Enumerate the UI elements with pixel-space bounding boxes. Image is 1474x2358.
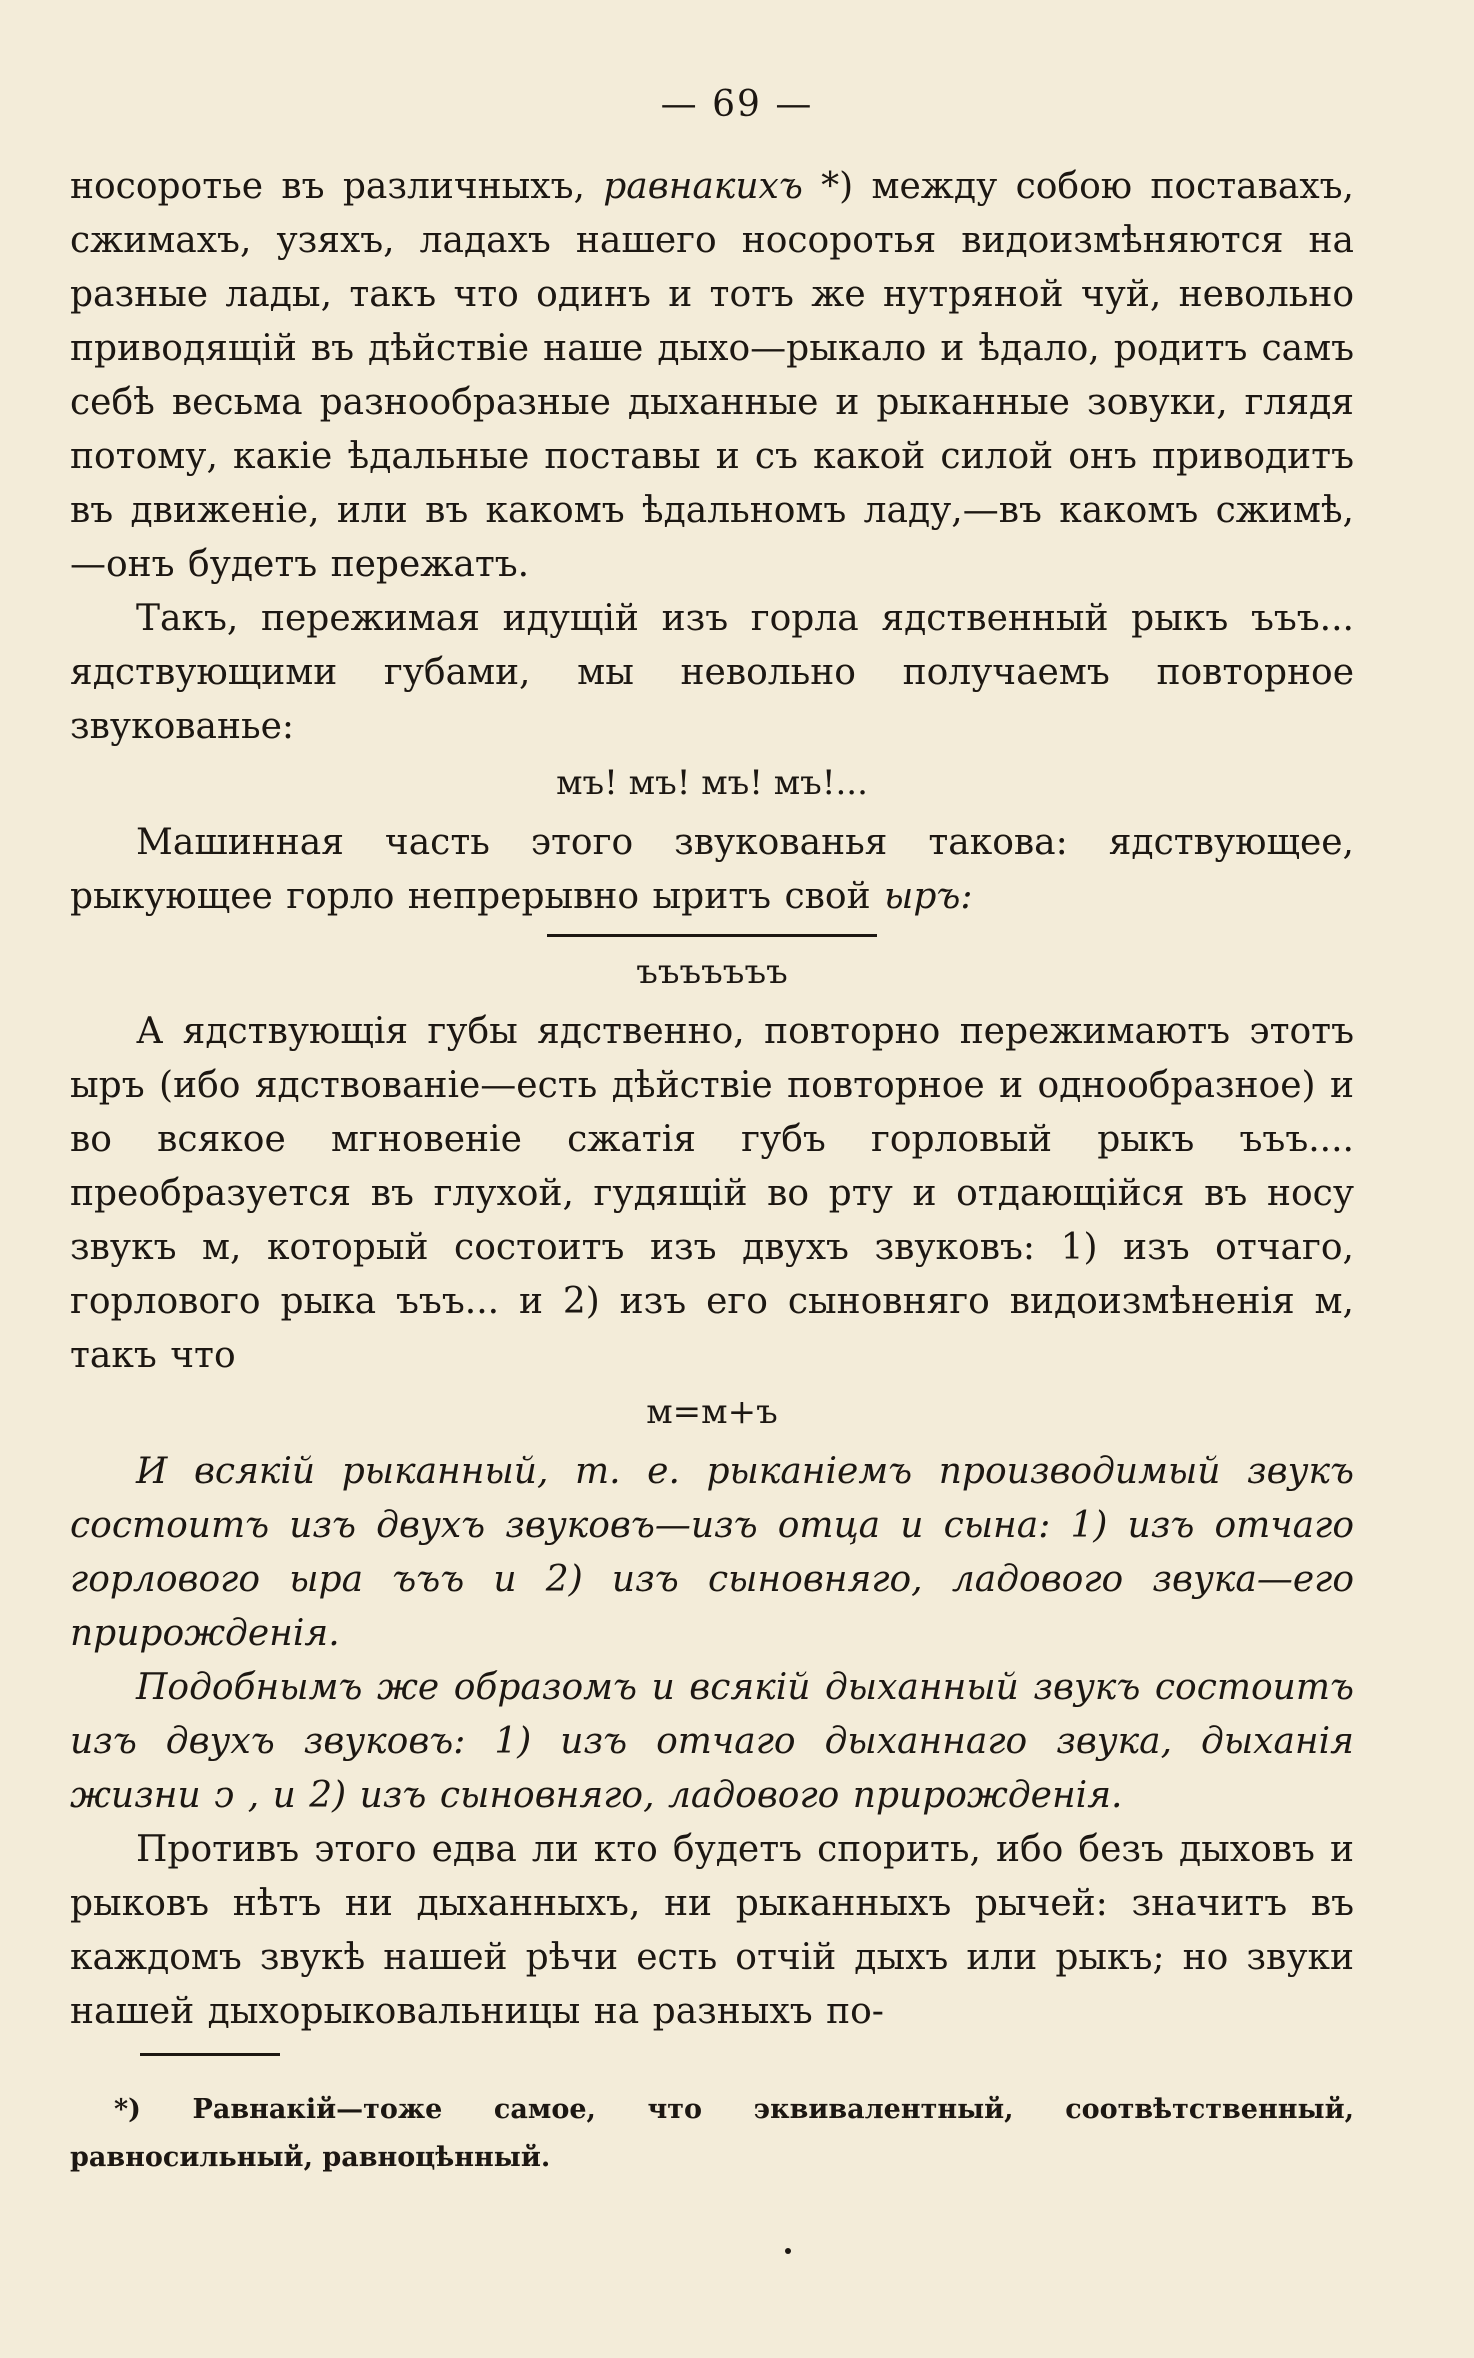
paragraph-4: А ядствующія губы ядственно, повторно пережимаютъ этотъ ыръ (ибо ядствованіе—есть дѣйствіе повторное и однообразное) и во всякое мгновеніе сжатія губъ горловый рыкъ ъъъ.... преобразуется въ глухой, гудящій во рту и отдающійся въ носу звукъ м, который состоитъ изъ двухъ звуковъ: 1) изъ отчаго, горлового рыка ъъъ... и 2) изъ его сыновняго видоизмѣненія м, такъ что (70, 1011, 1354, 1376)
formula-mu: мъ! мъ! мъ! мъ!... (556, 763, 868, 803)
paragraph-1-start: носоротье въ различныхъ, (70, 166, 604, 207)
footnote-text: Равнакій—тоже самое, что эквивалентный, соотвѣтственный, равносильный, равноцѣнный. (70, 2094, 1354, 2173)
footnote-rule (140, 2053, 280, 2056)
footnote (70, 2086, 1354, 2182)
paragraph-7: Противъ этого едва ли кто будетъ спорить, ибо безъ дыховъ и рыковъ нѣтъ ни дыханныхъ, ни рыканныхъ рычей: значитъ въ каждомъ звукѣ нашей рѣчи есть отчій дыхъ или рыкъ; но звуки нашей дыхорыковальницы на разныхъ по- (70, 1829, 1354, 2032)
footnote-mark: *) (114, 2094, 141, 2125)
paragraph-5: И всякій рыканный, т. е. рыканіемъ производимый звукъ состоитъ изъ двухъ звуковъ—изъ отца и сына: 1) изъ отчаго горлового ыра ъъъ и 2) изъ сыновняго, ладового звука—его прирожденія. (70, 1451, 1354, 1654)
formula-yer: ъъъъъъъ (636, 952, 788, 992)
paragraph-1-rest: *) между собою поставахъ, сжимахъ, узяхъ, ладахъ нашего носоротья видоизмѣняются на разные лады, такъ что одинъ и тотъ же нутряной чуй, невольно приводящій въ дѣйствіе наше дыхо—рыкало и ѣдало, родитъ самъ себѣ весьма разнообразные дыханные и рыканные зовуки, глядя потому, какіе ѣдальные поставы и съ какой силой онъ приводитъ въ движеніе, или въ какомъ ѣдальномъ ладу,—въ какомъ сжимѣ,—онъ будетъ пережатъ. (70, 166, 1354, 585)
main-text (70, 160, 1354, 2039)
paragraph-2: Такъ, пережимая идущій изъ горла ядственный рыкъ ъъъ... ядствующими губами, мы невольно получаемъ повторное звукованье: (70, 598, 1354, 747)
formula-equation: м=м+ъ (646, 1392, 778, 1432)
divider-line (547, 934, 877, 937)
italic-yr: ыръ: (884, 876, 973, 917)
italic-term: равнакихъ (603, 166, 803, 207)
page-dot (785, 2248, 791, 2254)
paragraph-3 (70, 816, 1354, 924)
paragraph-1 (70, 160, 1354, 592)
paragraph-6: Подобнымъ же образомъ и всякій дыханный звукъ состоитъ изъ двухъ звуковъ: 1) изъ отчаго дыханнаго звука, дыханія жизни ͻ , и 2) изъ сыновняго, ладового прирожденія. (70, 1667, 1354, 1816)
paragraph-3-text: Машинная часть этого звукованья такова: ядствующее, рыкующее горло непрерывно ыритъ свой (70, 822, 1354, 917)
page-number: — 69 — (660, 84, 814, 125)
